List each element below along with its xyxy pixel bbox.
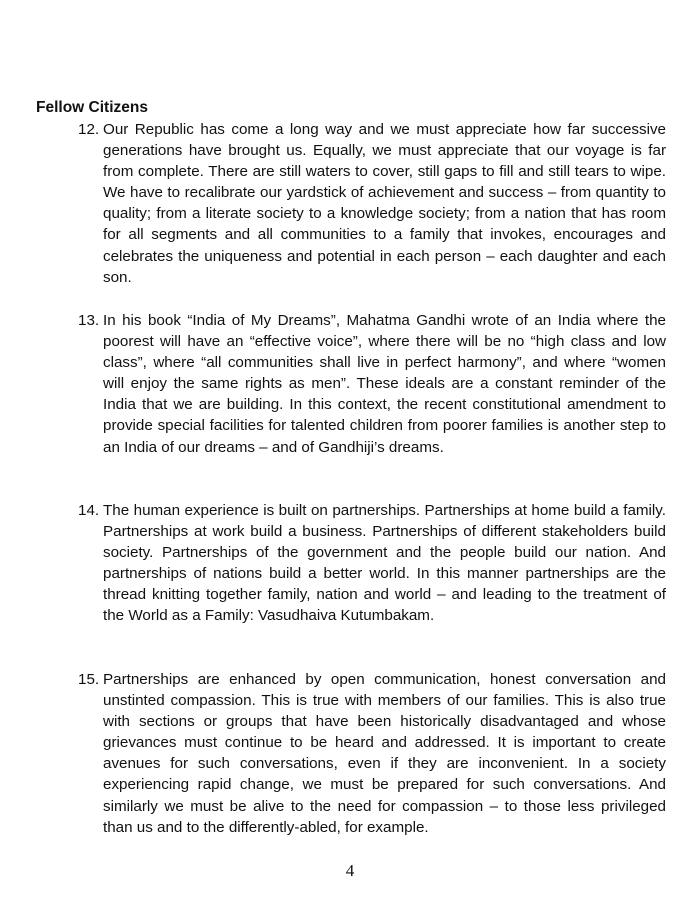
paragraph-number: 12. — [78, 121, 100, 138]
paragraph-text: The human experience is built on partnerships. Partnerships at home build a family. Partnerships at work build a business. Partnerships of different stakeholders build society. Partnerships of the government and the people build our nation. And partnerships of nations build a better world. In this manner partnerships are the thread knitting together family, nation and world – and leading to the treatment of the World as a Family: Vasudhaiva Kutumbakam. — [103, 502, 666, 625]
paragraph-text: In his book “India of My Dreams”, Mahatma Gandhi wrote of an India where the poorest will have an “effective voice”, where there will be no “high class and low class”, where “all communities shall live in perfect harmony”, and where “women will enjoy the same rights as men”. These ideals are a constant reminder of the India that we are building. In this context, the recent constitutional amendment to provide special facilities for talented children from poorer families is another step to an India of our dreams – and of Gandhiji’s dreams. — [103, 312, 666, 456]
paragraph-number: 15. — [78, 671, 100, 688]
paragraph-15 — [78, 669, 666, 838]
section-heading: Fellow Citizens — [36, 99, 148, 116]
paragraph-text: Our Republic has come a long way and we must appreciate how far successive generations have brought us. Equally, we must appreciate that our voyage is far from complete. There are still waters to cover, still gaps to fill and still tears to wipe. We have to recalibrate our yardstick of achievement and success – from quantity to quality; from a literate society to a knowledge society; from a nation that has room for all segments and all communities to a family that invokes, encourages and celebrates the uniqueness and potential in each person – each daughter and each son. — [103, 121, 666, 286]
paragraph-14 — [78, 500, 666, 627]
paragraph-number: 14. — [78, 502, 100, 519]
paragraph-number: 13. — [78, 312, 100, 329]
paragraph-text: Partnerships are enhanced by open communication, honest conversation and unstinted compassion. This is true with members of our families. This is also true with sections or groups that have been historically disadvantaged and whose grievances must continue to be heard and addressed. It is important to create avenues for such conversations, even if they are inconvenient. In a society experiencing rapid change, we must be prepared for such conversations. And similarly we must be alive to the need for compassion – to those less privileged than us and to the differently-abled, for example. — [103, 671, 666, 836]
paragraph-12 — [78, 119, 666, 288]
page-number: 4 — [345, 861, 355, 880]
paragraph-13 — [78, 310, 666, 458]
